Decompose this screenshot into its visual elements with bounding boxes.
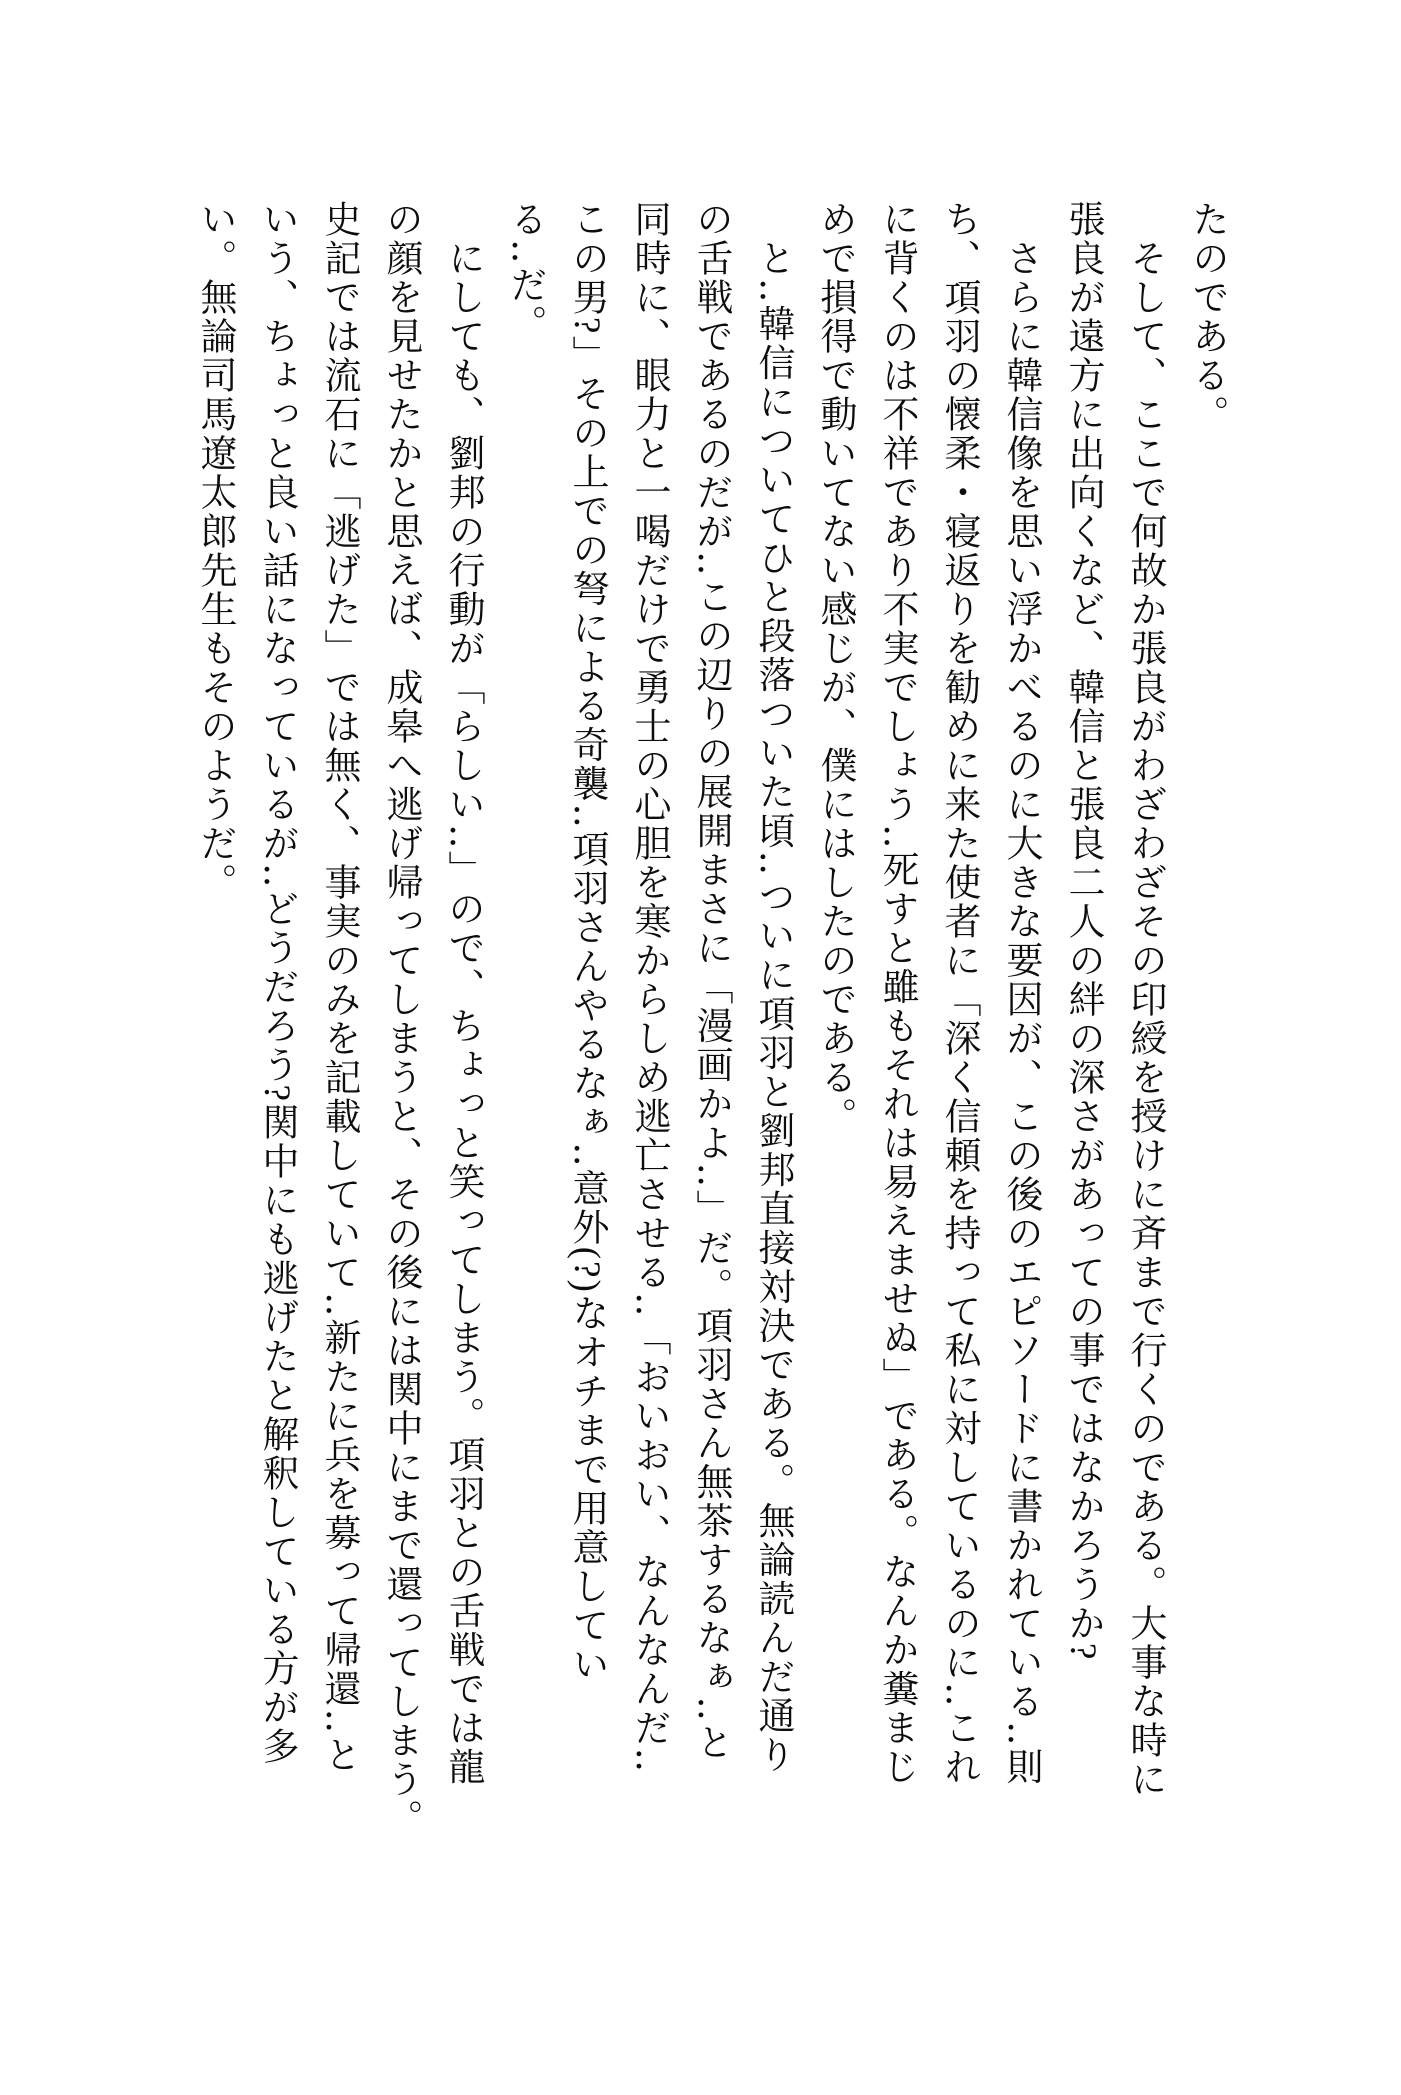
text-column-p3-l1: さらに韓信像を思い浮かべるのに大きな要因が、この後のエピソードに書かれている‥則 [1000,239,1041,1787]
text-column-p1-l1: たのである。 [1186,200,1227,434]
text-column-p3-l2: ち、項羽の懐柔・寝返りを勧めに来た使者に「深く信頼を持って私に対しているのに‥これ [938,200,979,1787]
text-column-p4-l3: 同時に、眼力と一喝だけで勇士の心胆を寒からしめ逃亡させる‥「おいおい、なんなんだ‥ [628,200,669,1775]
text-column-p4-l2: の舌戦であるのだが‥この辺りの展開まさに「漫画かよ‥」だ。項羽さん無茶するなぁ‥と [690,200,731,1763]
text-column-p2-l2: 張良が遠方に出向くなど、韓信と張良二人の絆の深さがあっての事ではなかろうか? [1062,200,1103,1662]
text-column-p5-l5: い。無論司馬遼太郎先生もそのようだ。 [194,200,235,902]
text-column-p5-l2: の顔を見せたかと思えば、成皋へ逃げ帰ってしまうと、その後には関中にまで還ってしまう。 [380,200,421,1838]
text-column-p5-l1: にしても、劉邦の行動が「らしい‥」ので、ちょっと笑ってしまう。項羽との舌戦では龍 [442,239,483,1787]
text-column-p3-l4: めで損得で動いてない感じが、僕にはしたのである。 [814,200,855,1136]
text-column-p5-l4: いう、ちょっと良い話になっているが‥どうだろう?関中にも逃げたと解釈している方が多 [256,200,297,1767]
text-column-p5-l3: 史記では流石に「逃げた」では無く、事実のみを記載していて‥新たに兵を募って帰還‥と [318,200,359,1775]
vertical-text-block [183,200,1237,1840]
text-column-p4-l4: この男?」その上での弩による奇襲‥項羽さんやるなぁ‥意外(?)なオチまで用意してい [566,200,607,1684]
text-column-p3-l3: に背くのは不祥であり不実でしょう‥死すと雖もそれは易えませぬ」である。なんか糞まじ [876,200,917,1787]
text-column-p2-l1: そして、ここで何故か張良がわざわざその印綬を授けに斉まで行くのである。大事な時に [1124,239,1165,1799]
text-column-p4-l5: る‥だ。 [504,200,545,344]
text-column-p4-l1: と‥韓信についてひと段落ついた頃‥ついに項羽と劉邦直接対決である。無論読んだ通り [752,239,793,1775]
